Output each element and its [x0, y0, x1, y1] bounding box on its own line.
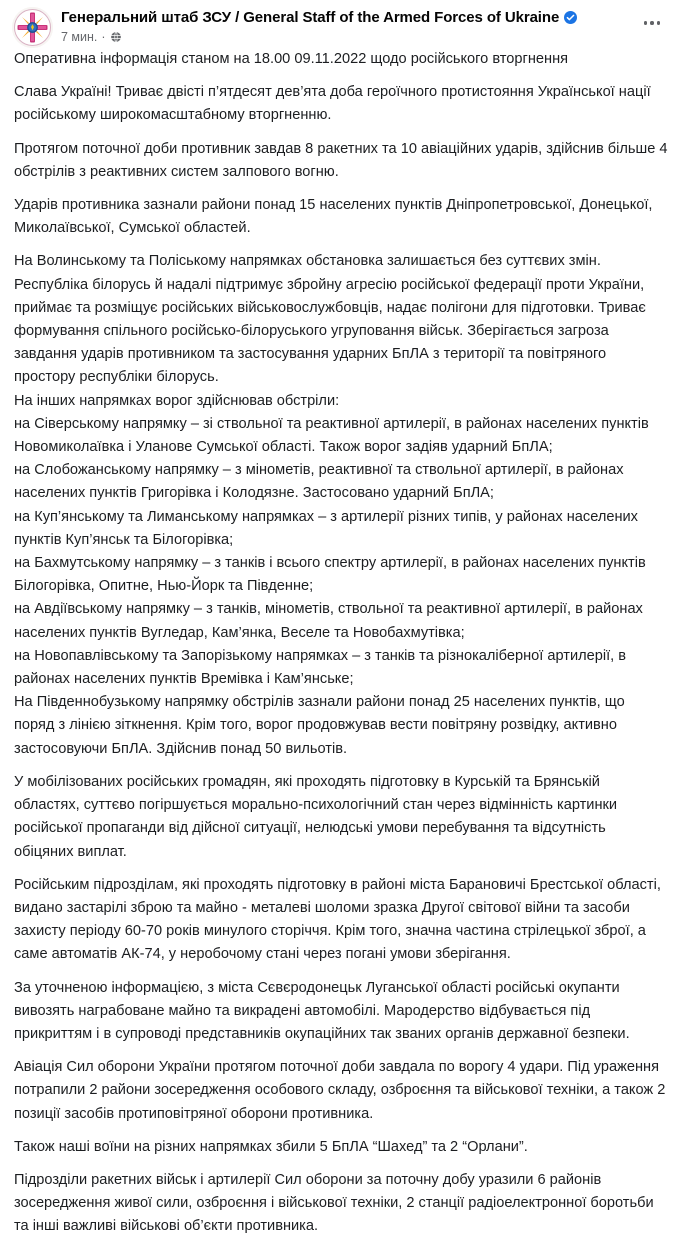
post-paragraph: на Слобожанському напрямку – з мінометів, реактивної та ствольної артилерії, в районах населених пунктів Григорівка і Колодязне. Застосовано ударний БпЛА; — [14, 462, 624, 502]
post-paragraph: Слава Україні! Триває двісті п’ятдесят дев’ята доба героїчного протистояння Української нації російському широкомасштабному вторгненню. — [14, 84, 651, 124]
post-paragraph: на Авдіївському напрямку – з танків, мінометів, ствольної та реактивної артилерії, в районах населених пунктів Вугледар, Кам’янка, Веселе та Новобахмутівка; — [14, 601, 643, 641]
meta-separator: · — [101, 30, 106, 44]
globe-public-icon[interactable] — [110, 31, 122, 43]
page-name[interactable]: Генеральний штаб ЗСУ / General Staff of the Armed Forces of Ukraine — [61, 9, 560, 26]
post-paragraph: Ударів противника зазнали райони понад 15 населених пунктів Дніпропетровської, Донецької, Миколаївської, Сумської областей. — [14, 197, 653, 237]
post-paragraph: Авіація Сил оборони України протягом поточної доби завдала по ворогу 4 удари. Під ураження потрапили 2 райони зосередження особового складу, озброєння та військової техніки, а також 2 позиції засобів протиповітряної оборони противника. — [14, 1059, 666, 1122]
post-body — [0, 48, 683, 1239]
avatar[interactable] — [12, 7, 53, 48]
author-identity — [61, 7, 577, 45]
post-meta-row — [61, 29, 577, 45]
more-dot-2 — [650, 21, 654, 25]
post-paragraph: Оперативна інформація станом на 18.00 09.11.2022 щодо російського вторгнення — [14, 51, 569, 67]
post-paragraph: Також наші воїни на різних напрямках збили 5 БпЛА “Шахед” та 2 “Орлани”. — [14, 1138, 528, 1155]
author-name-row[interactable] — [61, 8, 577, 27]
post-paragraph: на Куп’янському та Лиманському напрямках – з артилерії різних типів, у районах населених пунктів Куп’янськ та Білогорівка; — [14, 508, 638, 548]
post-timestamp[interactable]: 7 мин. — [61, 30, 98, 44]
more-dot-3 — [657, 21, 661, 25]
post-paragraph: на Бахмутському напрямку – з танків і всього спектру артилерії, в районах населених пунктів Білогорівка, Опитне, Нью-Йорк та Південне; — [14, 555, 646, 595]
post-paragraph: На Волинському та Поліському напрямках обстановка залишається без суттєвих змін. Республіка білорусь й надалі підтримує збройну агресію російської федерації проти України, приймає та розміщує російських військовослужбовців, надає полігони для підготовки. Триває формування спільного російсько-білоруського угруповання військ. Зберігається загроза завдання ударів противником та застосування ударних БпЛА з території та повітряного простору республіки білорусь. — [14, 253, 646, 386]
post-paragraph: Російським підрозділам, які проходять підготовку в районі міста Барановичі Брестської області, видано застарілі зброю та майно - металеві шоломи зразка Другої світової війни та засоби захисту періоду 60-70 років минулого сторіччя. Крім того, значна частина стрілецької зброї, а саме автоматів АК-74, у неробочому стані через погані умови зберігання. — [14, 876, 661, 963]
post-paragraph: За уточненою інформацією, з міста Сєвєродонецьк Луганської області російські окупанти вивозять награбоване майно та викрадені автомобілі. Мародерство відбувається під прикриттям і в супроводі представників окупаційних так званих органів державної безпеки. — [14, 979, 630, 1042]
post-header — [0, 0, 683, 48]
more-options-icon[interactable] — [637, 13, 667, 33]
post-paragraph: на Новопавлівському та Запорізькому напрямках – з танків та різнокаліберної артилерії, в районах населених пунктів Времівка і Кам’янське; — [14, 647, 627, 688]
post-paragraph: У мобілізованих російських громадян, які проходять підготовку в Курській та Брянській областях, суттєво погіршується морально-психологічний стан через відмінність картинки російської пропаганди від дійсної ситуації, нелюдські умови перебування та відсутність обіцяних виплат. — [14, 773, 618, 860]
verified-badge-icon — [564, 11, 577, 24]
post-paragraph: На Південнобузькому напрямку обстрілів зазнали райони понад 25 населених пунктів, що поряд з лінією зіткнення. Крім того, ворог продовжував вести повітряну розвідку, активно застосовуючи БпЛА. Здійснив понад 50 вильотів. — [14, 694, 625, 757]
more-dot-1 — [644, 21, 648, 25]
post-paragraph: Протягом поточної доби противник завдав 8 ракетних та 10 авіаційних ударів, здійснив більше 4 обстрілів з реактивних систем залпового вогню. — [14, 140, 668, 180]
post-paragraph: На інших напрямках ворог здійснював обстріли: — [14, 392, 340, 409]
post-paragraph: Підрозділи ракетних військ і артилерії Сил оборони за поточну добу уразили 6 районів зосередження живої сили, озброєння і військової техніки, 2 станції радіоелектронної боротьби та інші важливі військові об’єкти противника. — [14, 1171, 654, 1235]
post-paragraph: на Сіверському напрямку – зі ствольної та реактивної артилерії, в районах населених пунктів Новомиколаївка і Уланове Сумської області. Також ворог задіяв ударний БпЛА; — [14, 415, 649, 456]
ukraine-general-staff-emblem-icon — [12, 7, 53, 48]
